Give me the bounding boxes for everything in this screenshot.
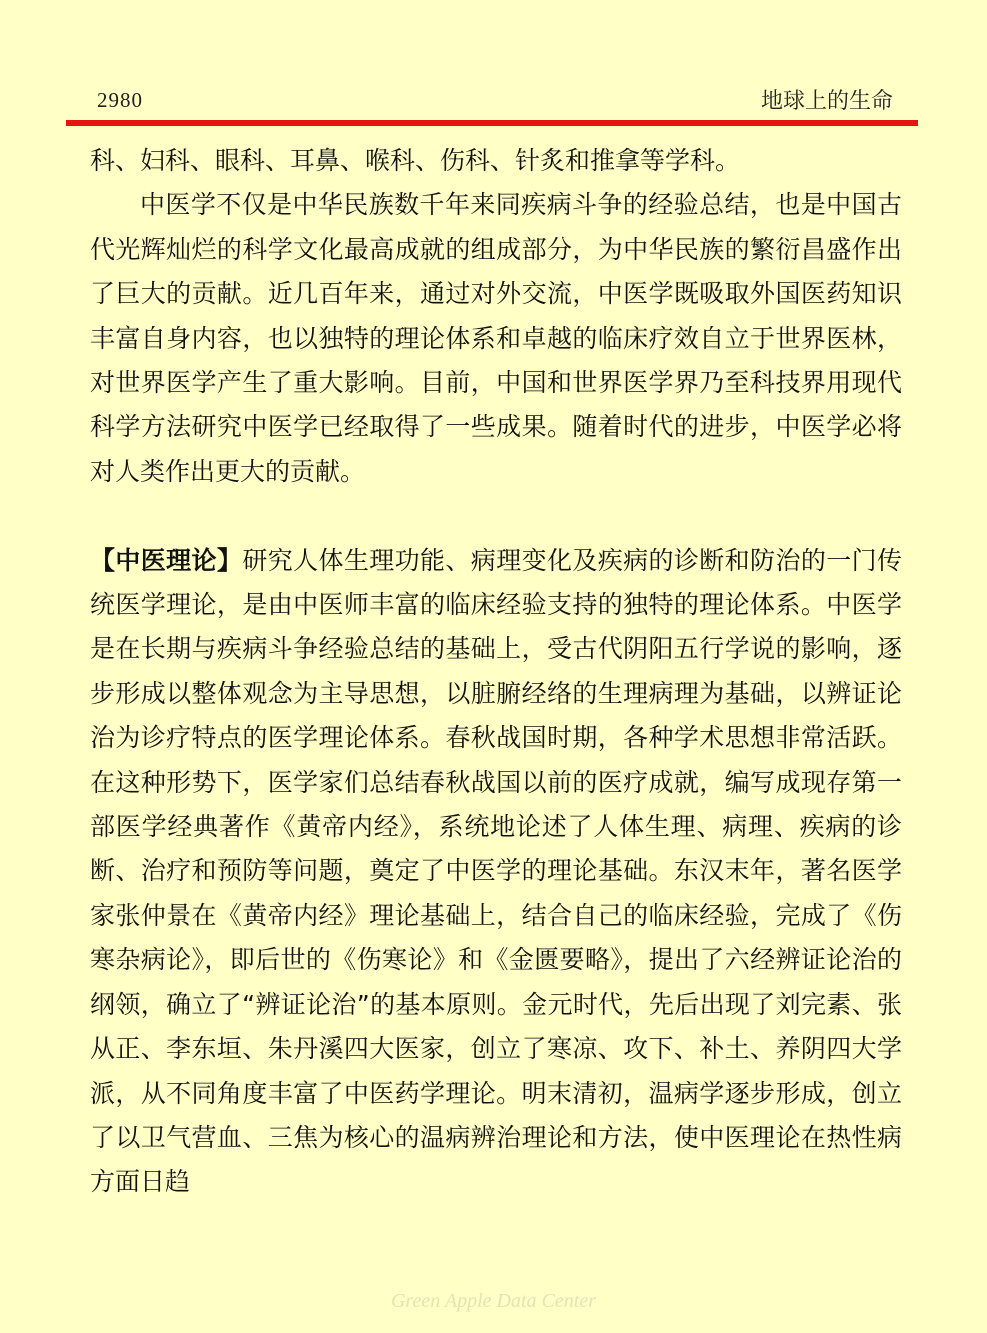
header-rule: [66, 120, 918, 126]
watermark: Green Apple Data Center: [391, 1290, 596, 1312]
paragraph-tcm-summary: 中医学不仅是中华民族数千年来同疾病斗争的经验总结，也是中国古代光辉灿烂的科学文化最高成就的组成部分，为中华民族的繁衍昌盛作出了巨大的贡献。近几百年来，通过对外交流，中医学既吸取外国医药知识丰富自身内容，也以独特的理论体系和卓越的临床疗效自立于世界医林，对世界医学产生了重大影响。目前，中国和世界医学界乃至科技界用现代科学方法研究中医学已经取得了一些成果。随着时代的进步，中医学必将对人类作出更大的贡献。: [90, 190, 902, 486]
paragraph-continuation: 科、妇科、眼科、耳鼻、喉科、伤科、针炙和推拿等学科。: [90, 146, 741, 175]
body-text: [90, 139, 902, 1205]
page-number: 2980: [97, 88, 143, 112]
entry-text: 研究人体生理功能、病理变化及疾病的诊断和防治的一门传统医学理论，是由中医师丰富的临床经验支持的独特的理论体系。中医学是在长期与疾病斗争经验总结的基础上，受古代阴阳五行学说的影响，逐步形成以整体观念为主导思想，以脏腑经络的生理病理为基础，以辨证论治为诊疗特点的医学理论体系。春秋战国时期，各种学术思想非常活跃。在这种形势下，医学家们总结春秋战国以前的医疗成就，编写成现存第一部医学经典著作《黄帝内经》，系统地论述了人体生理、病理、疾病的诊断、治疗和预防等问题，奠定了中医学的理论基础。东汉末年，著名医学家张仲景在《黄帝内经》理论基础上，结合自己的临床经验，完成了《伤寒杂病论》，即后世的《伤寒论》和《金匮要略》，提出了六经辨证论治的纲领，确立了“辨证论治”的基本原则。金元时代，先后出现了刘完素、张从正、李东垣、朱丹溪四大医家，创立了寒凉、攻下、补土、养阴四大学派，从不同角度丰富了中医药学理论。明末清初，温病学逐步形成，创立了以卫气营血、三焦为核心的温病辨治理论和方法，使中医理论在热性病方面日趋: [90, 545, 902, 1197]
running-title: 地球上的生命: [760, 89, 893, 114]
entry-term: 【中医理论】: [90, 545, 243, 575]
entry-tcm-theory: [90, 539, 902, 1205]
